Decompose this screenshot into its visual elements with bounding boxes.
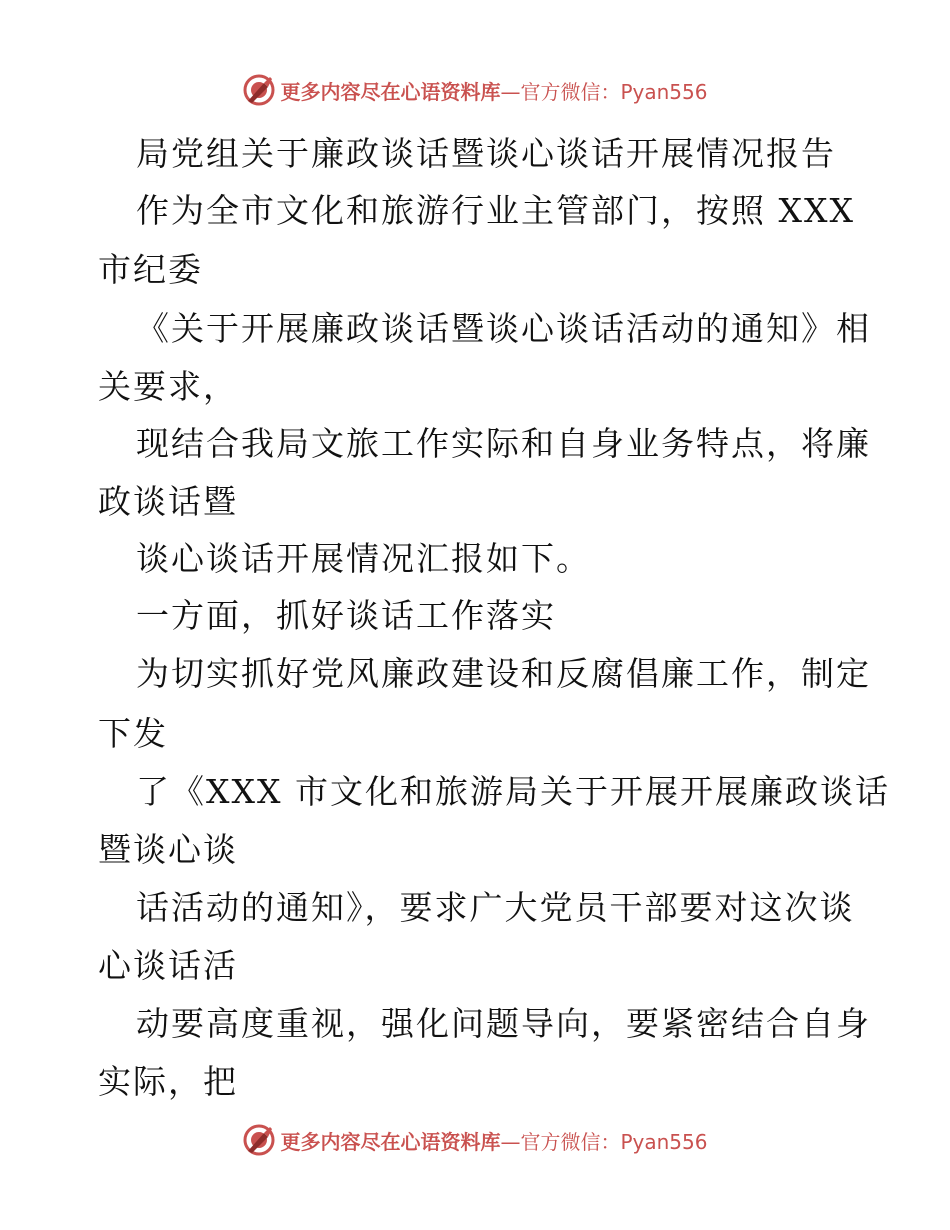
text-line: 关要求， xyxy=(98,367,238,406)
text-line: 暨谈心谈 xyxy=(98,830,238,869)
watermark-text xyxy=(280,76,707,105)
text-line: 《关于开展廉政谈话暨谈心谈话活动的通知》相 xyxy=(136,309,871,348)
text-line: 现结合我局文旅工作实际和自身业务特点，将廉 xyxy=(136,424,871,463)
watermark-wechat: 官方微信：Pyan556 xyxy=(520,1129,708,1154)
text-line: 话活动的通知》，要求广大党员干部要对这次谈 xyxy=(136,888,855,927)
watermark-wechat: 官方微信：Pyan556 xyxy=(520,79,708,104)
watermark-site-name: 更多内容尽在心语资料库 xyxy=(280,79,501,104)
section-heading: 一方面，抓好谈话工作落实 xyxy=(136,596,556,635)
watermark-text xyxy=(280,1126,707,1155)
footer-watermark-banner xyxy=(0,1122,950,1158)
watermark-separator: — xyxy=(500,1129,521,1154)
text-line: 动要高度重视，强化问题导向，要紧密结合自身 xyxy=(136,1004,871,1043)
text-line: 实际，把 xyxy=(98,1062,238,1101)
text-line: 政谈话暨 xyxy=(98,482,238,521)
text-line: 谈心谈话开展情况汇报如下。 xyxy=(136,539,591,578)
document-title: 局党组关于廉政谈话暨谈心谈话开展情况报告 xyxy=(136,134,836,173)
pen-logo-icon xyxy=(242,73,276,107)
text-line: 作为全市文化和旅游行业主管部门，按照 XXX xyxy=(136,191,855,230)
header-watermark-banner xyxy=(0,72,950,108)
text-line: 市纪委 xyxy=(98,250,203,289)
text-line: 了《XXX 市文化和旅游局关于开展开展廉政谈话 xyxy=(136,772,890,811)
pen-logo-icon xyxy=(242,1123,276,1157)
text-line: 心谈话活 xyxy=(98,946,238,985)
text-line: 下发 xyxy=(98,714,168,753)
watermark-separator: — xyxy=(500,79,521,104)
text-line: 为切实抓好党风廉政建设和反腐倡廉工作，制定 xyxy=(136,654,871,693)
watermark-site-name: 更多内容尽在心语资料库 xyxy=(280,1129,501,1154)
